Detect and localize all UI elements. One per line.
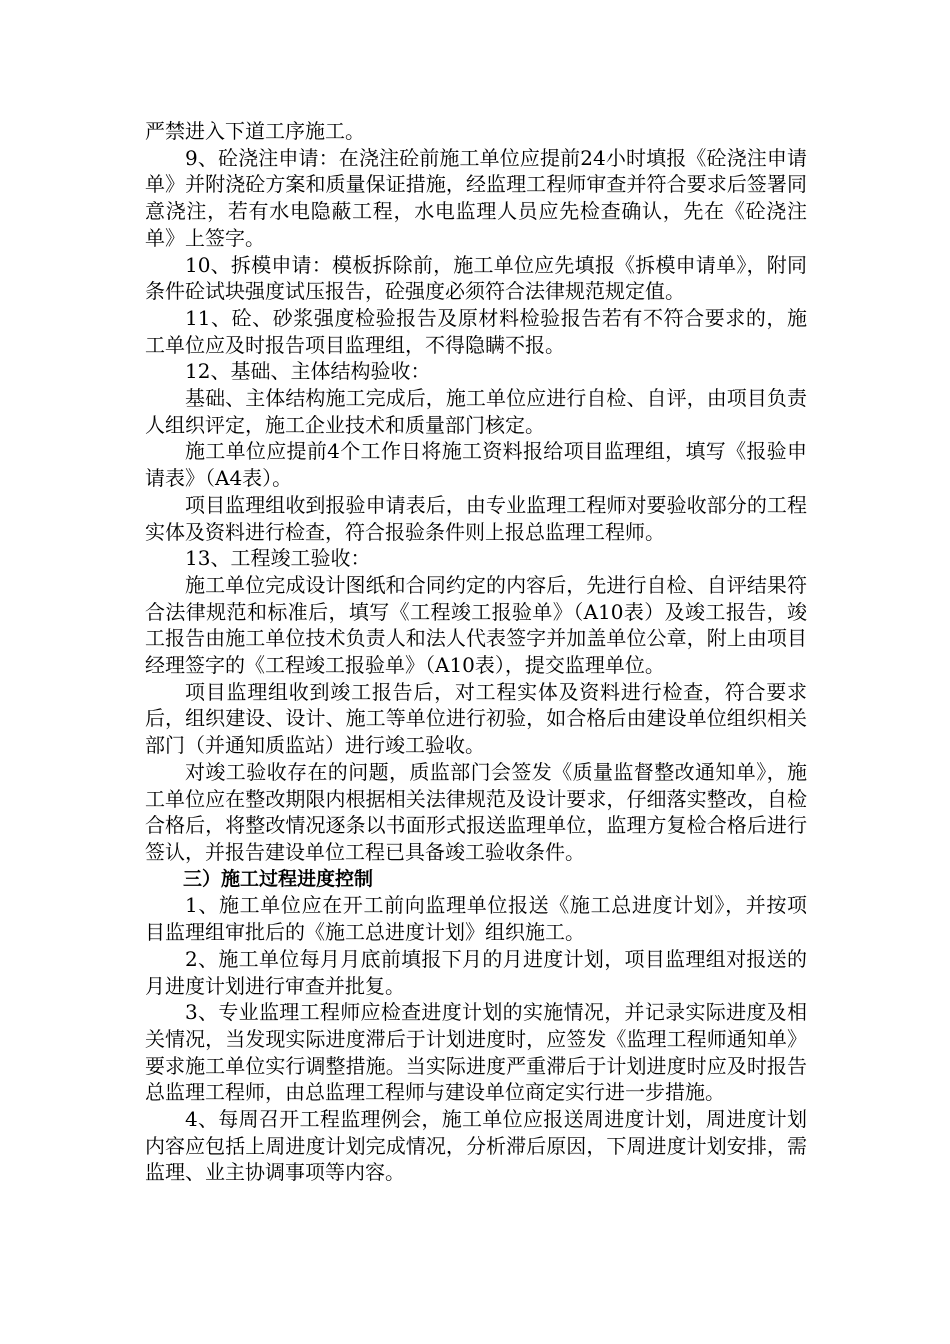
paragraph-progress-item-2: 2、施工单位每月月底前填报下月的月进度计划，项目监理组对报送的月进度计划进行审查并批复。 bbox=[145, 946, 807, 998]
paragraph-item-9-concrete-pouring: 9、砼浇注申请：在浇注砼前施工单位应提前24小时填报《砼浇注申请单》并附浇砼方案和质量保证措施，经监理工程师审查并符合要求后签署同意浇注，若有水电隐蔽工程，水电监理人员应先检查确认，先在《砼浇注单》上签字。 bbox=[145, 145, 807, 250]
paragraph-progress-item-1: 1、施工单位应在开工前向监理单位报送《施工总进度计划》，并按项目监理组审批后的《施工总进度计划》组织施工。 bbox=[145, 893, 807, 945]
document-body bbox=[145, 118, 807, 1186]
paragraph-inspection-application: 施工单位应提前4个工作日将施工资料报给项目监理组，填写《报验申请表》（A4表）。 bbox=[145, 439, 807, 491]
paragraph-preliminary-acceptance: 项目监理组收到竣工报告后，对工程实体及资料进行检查，符合要求后，组织建设、设计、施工等单位进行初验，如合格后由建设单位组织相关部门（并通知质监站）进行竣工验收。 bbox=[145, 679, 807, 758]
paragraph-progress-item-4: 4、每周召开工程监理例会，施工单位应报送周进度计划，周进度计划内容应包括上周进度计划完成情况，分析滞后原因，下周进度计划安排，需监理、业主协调事项等内容。 bbox=[145, 1107, 807, 1185]
paragraph-structure-self-check: 基础、主体结构施工完成后，施工单位应进行自检、自评，由项目负责人组织评定，施工企业技术和质量部门核定。 bbox=[145, 386, 807, 437]
section-heading-progress-control: 三）施工过程进度控制 bbox=[183, 867, 374, 890]
paragraph-completion-report: 施工单位完成设计图纸和合同约定的内容后，先进行自检、自评结果符合法律规范和标准后，填写《工程竣工报验单》（A10表）及竣工报告，竣工报告由施工单位技术负责人和法人代表签字并加盖单位公章，附上由项目经理签字的《工程竣工报验单》（A10表），提交监理单位。 bbox=[145, 572, 807, 678]
paragraph-continuation: 严禁进入下道工序施工。 bbox=[145, 119, 365, 143]
paragraph-rectification: 对竣工验收存在的问题，质监部门会签发《质量监督整改通知单》，施工单位应在整改期限内根据相关法律规范及设计要求，仔细落实整改，自检合格后，将整改情况逐条以书面形式报送监理单位，监理方复检合格后进行签认，并报告建设单位工程已具备竣工验收条件。 bbox=[145, 759, 807, 864]
paragraph-item-13-completion-acceptance: 13、工程竣工验收： bbox=[185, 546, 371, 571]
paragraph-progress-item-3: 3、专业监理工程师应检查进度计划的实施情况，并记录实际进度及相关情况，当发现实际进度滞后于计划进度时，应签发《监理工程师通知单》要求施工单位实行调整措施。当实际进度严重滞后于计划进度时应及时报告总监理工程师，由总监理工程师与建设单位商定实行进一步措施。 bbox=[145, 1000, 807, 1105]
paragraph-item-10-formwork-removal: 10、拆模申请：模板拆除前，施工单位应先填报《拆模申请单》，附同条件砼试块强度试压报告，砼强度必须符合法律规范规定值。 bbox=[145, 252, 807, 304]
paragraph-item-12-structure-acceptance: 12、基础、主体结构验收： bbox=[185, 359, 431, 384]
paragraph-item-11-test-reports: 11、砼、砂浆强度检验报告及原材料检验报告若有不符合要求的，施工单位应及时报告项目监理组，不得隐瞒不报。 bbox=[145, 305, 807, 357]
paragraph-supervision-inspection: 项目监理组收到报验申请表后，由专业监理工程师对要验收部分的工程实体及资料进行检查，符合报验条件则上报总监理工程师。 bbox=[145, 492, 807, 544]
